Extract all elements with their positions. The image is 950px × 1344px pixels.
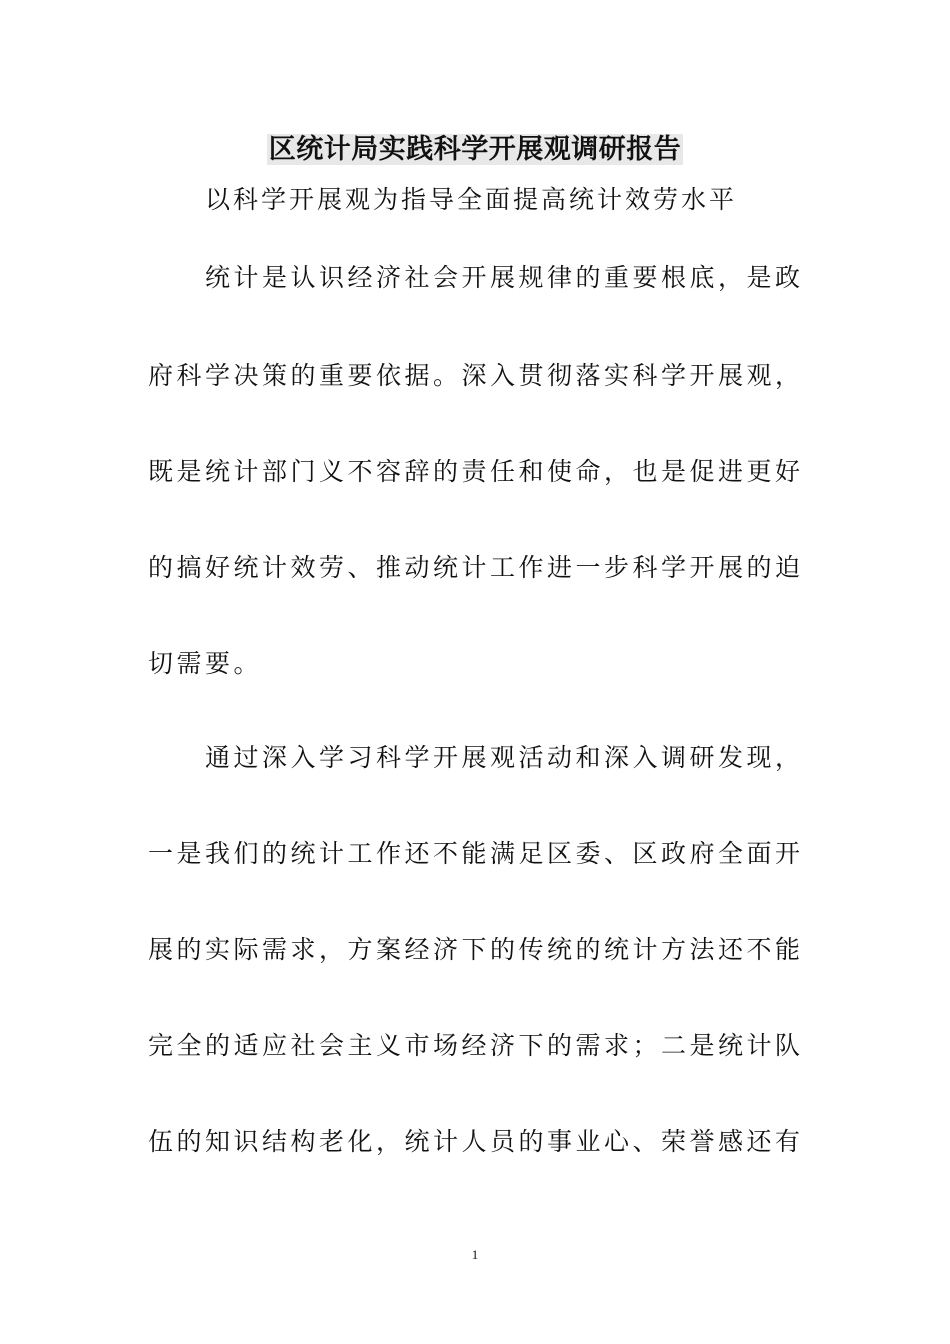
paragraph-1-line-1: 统计是认识经济社会开展规律的重要根底，是政 <box>205 263 804 292</box>
paragraph-1-line-2: 府科学决策的重要依据。深入贯彻落实科学开展观， <box>148 361 804 390</box>
paragraph-2-line-2: 一是我们的统计工作还不能满足区委、区政府全面开 <box>148 839 804 868</box>
document-title-text: 区统计局实践科学开展观调研报告 <box>268 134 682 165</box>
paragraph-1-line-5: 切需要。 <box>148 649 263 678</box>
paragraph-1-line-3: 既是统计部门义不容辞的责任和使命，也是促进更好 <box>148 457 804 486</box>
paragraph-2-line-4: 完全的适应社会主义市场经济下的需求；二是统计队 <box>148 1031 804 1060</box>
paragraph-2-line-5: 伍的知识结构老化，统计人员的事业心、荣誉感还有 <box>148 1127 804 1156</box>
paragraph-1-line-4: 的搞好统计效劳、推动统计工作进一步科学开展的迫 <box>148 553 804 582</box>
paragraph-2-line-3: 展的实际需求，方案经济下的传统的统计方法还不能 <box>148 935 804 964</box>
page-number: 1 <box>471 1247 479 1262</box>
paragraph-2-line-1: 通过深入学习科学开展观活动和深入调研发现， <box>205 743 804 772</box>
document-title <box>0 130 950 170</box>
document-subtitle: 以科学开展观为指导全面提高统计效劳水平 <box>205 185 738 214</box>
